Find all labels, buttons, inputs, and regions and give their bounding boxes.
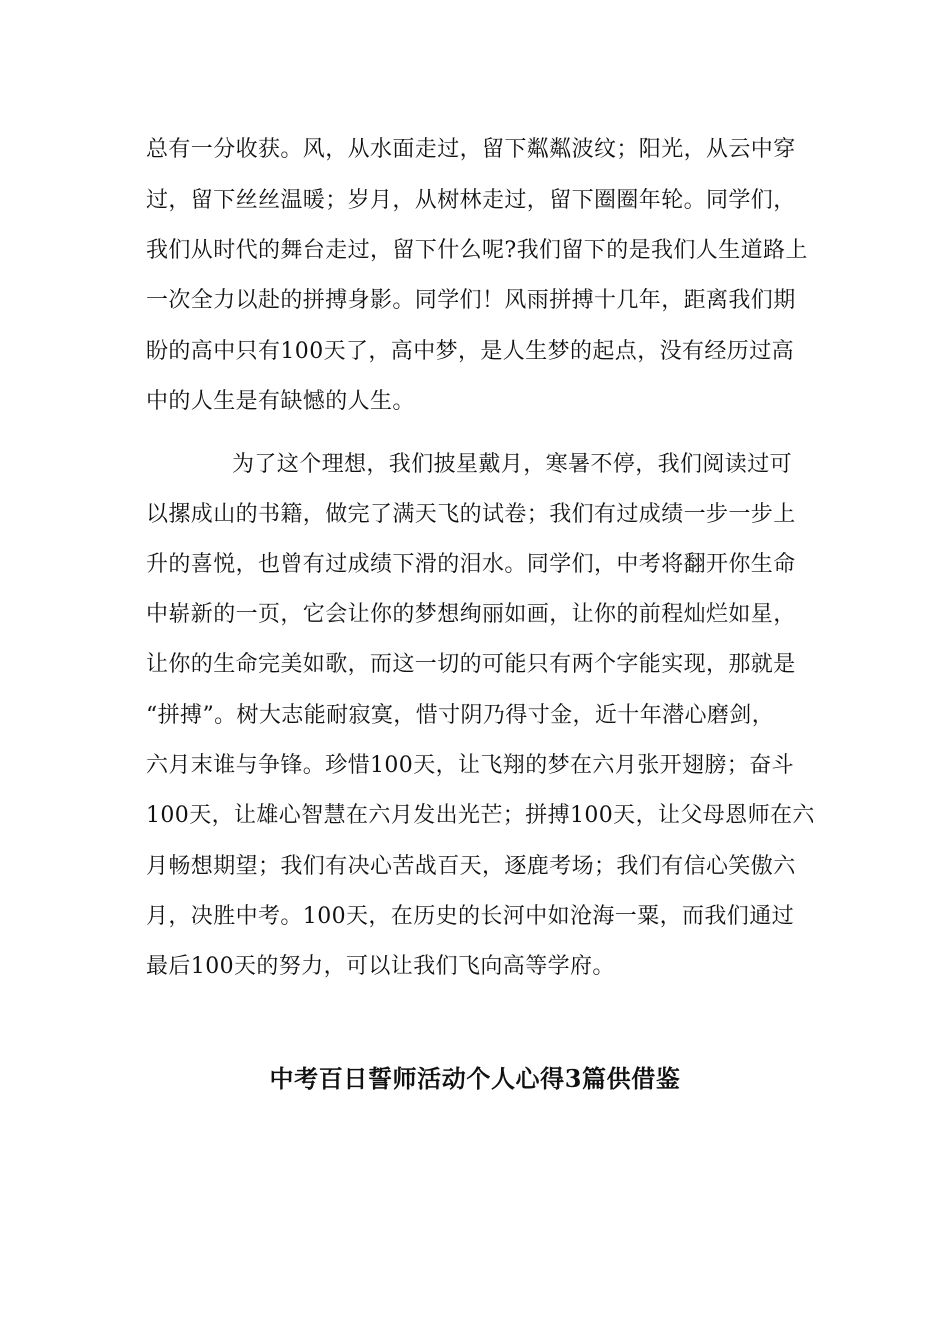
paragraph-line: 六月末谁与争锋。珍惜100天，让飞翔的梦在六月张开翅膀；奋斗 xyxy=(146,753,794,778)
paragraph-line: 中崭新的一页，它会让你的梦想绚丽如画，让你的前程灿烂如星， xyxy=(146,602,796,627)
paragraph-line: 以摞成山的书籍，做完了满天飞的试卷；我们有过成绩一步一步上 xyxy=(146,502,796,527)
paragraph-line: 中的人生是有缺憾的人生。 xyxy=(146,389,415,414)
paragraph-line: 一次全力以赴的拼搏身影。同学们！风雨拼搏十几年，距离我们期 xyxy=(146,288,796,313)
paragraph-line: 最后100天的努力，可以让我们飞向高等学府。 xyxy=(146,954,615,979)
paragraph-line: 盼的高中只有100天了，高中梦，是人生梦的起点，没有经历过高 xyxy=(146,339,794,364)
paragraph-line: 总有一分收获。风，从水面走过，留下粼粼波纹；阳光，从云中穿 xyxy=(146,137,796,162)
paragraph-line: 我们从时代的舞台走过，留下什么呢?我们留下的是我们人生道路上 xyxy=(146,238,808,263)
paragraph-line: 100天，让雄心智慧在六月发出光芒；拼搏100天，让父母恩师在六 xyxy=(146,803,815,828)
paragraph-line: 为了这个理想，我们披星戴月，寒暑不停，我们阅读过可 xyxy=(232,452,793,477)
paragraph-line: 过，留下丝丝温暖；岁月，从树林走过，留下圈圈年轮。同学们， xyxy=(146,188,796,213)
paragraph-line: 月畅想期望；我们有决心苦战百天，逐鹿考场；我们有信心笑傲六 xyxy=(146,854,796,879)
paragraph-line: 让你的生命完美如歌，而这一切的可能只有两个字能实现，那就是 xyxy=(146,652,796,677)
paragraph-line: 升的喜悦，也曾有过成绩下滑的泪水。同学们，中考将翻开你生命 xyxy=(146,552,796,577)
paragraph-line: 月，决胜中考。100天，在历史的长河中如沧海一粟，而我们通过 xyxy=(146,904,794,929)
section-heading: 中考百日誓师活动个人心得3篇供借鉴 xyxy=(269,1064,681,1093)
paragraph-line: “拼搏”。树大志能耐寂寞，惜寸阴乃得寸金，近十年潜心磨剑， xyxy=(146,703,775,728)
